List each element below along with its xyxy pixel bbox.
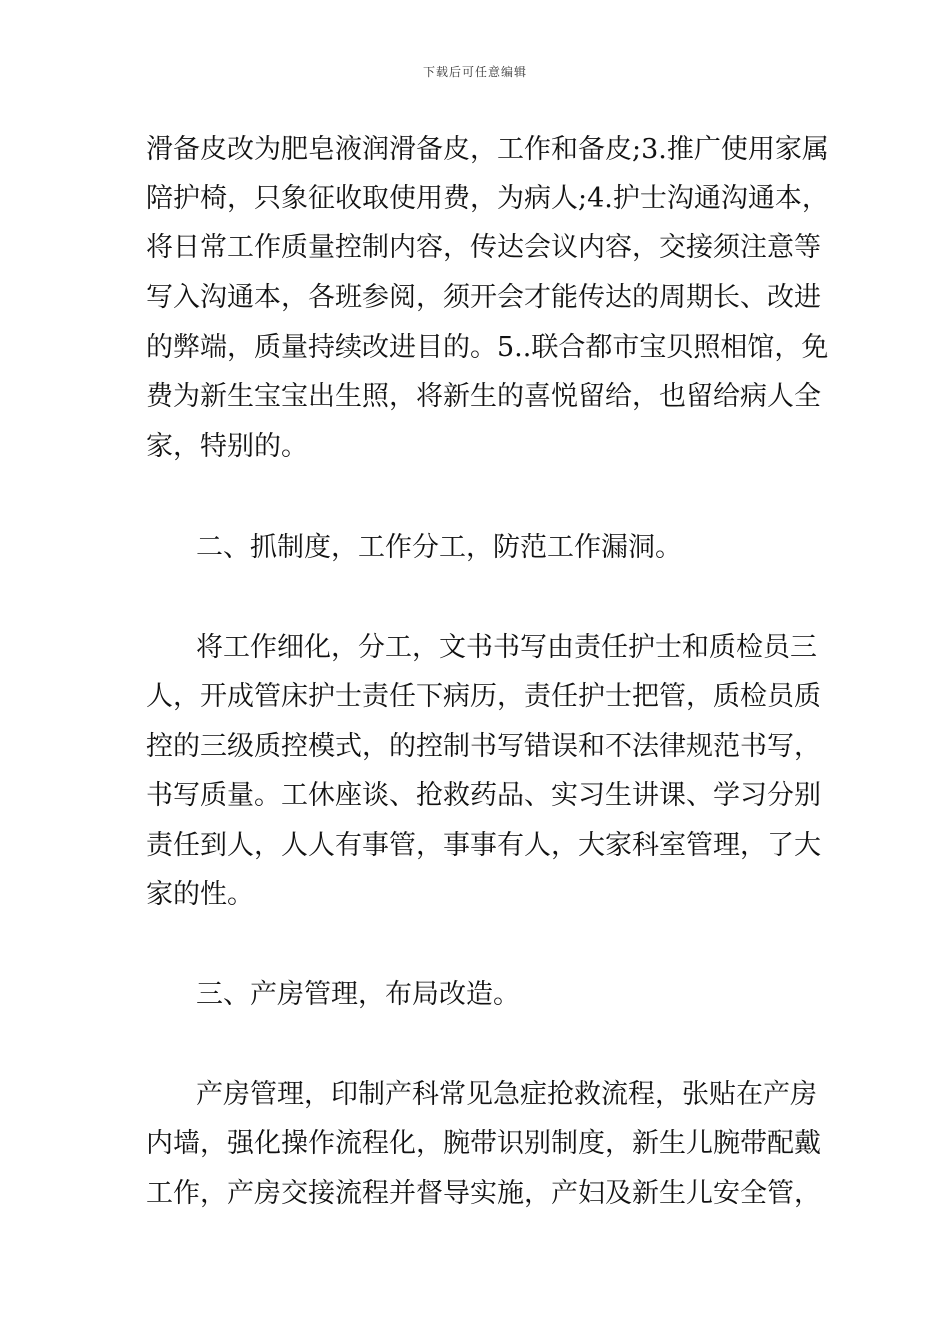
paragraph-1-line: 费为新生宝宝出生照，将新生的喜悦留给，也留给病人全 (146, 381, 821, 412)
paragraph-3-line: 内墙，强化操作流程化，腕带识别制度，新生儿腕带配戴 (146, 1128, 821, 1159)
paragraph-2-line: 责任到人，人人有事管，事事有人，大家科室管理，了大 (146, 830, 821, 861)
paragraph-2-line: 书写质量。工休座谈、抢救药品、实习生讲课、学习分别 (146, 780, 821, 811)
paragraph-2-line: 家的性。 (146, 879, 254, 910)
section-heading-3: 三、产房管理，布局改造。 (196, 979, 520, 1010)
paragraph-1-line: 写入沟通本，各班参阅，须开会才能传达的周期长、改进 (146, 282, 821, 313)
section-heading-2: 二、抓制度，工作分工，防范工作漏洞。 (196, 532, 682, 563)
paragraph-2-line: 控的三级质控模式，的控制书写错误和不法律规范书写， (146, 731, 821, 762)
paragraph-1-line: 的弊端，质量持续改进目的。5..联合都市宝贝照相馆，免 (146, 332, 829, 363)
paragraph-1-line: 家，特别的。 (146, 431, 308, 462)
paragraph-3-line: 产房管理，印制产科常见急症抢救流程，张贴在产房 (196, 1079, 817, 1110)
paragraph-1-line: 陪护椅，只象征收取使用费，为病人;4.护士沟通沟通本， (146, 183, 829, 214)
paragraph-3-line: 工作，产房交接流程并督导实施，产妇及新生儿安全管， (146, 1178, 821, 1209)
paragraph-1-line: 滑备皮改为肥皂液润滑备皮，工作和备皮;3.推广使用家属 (146, 134, 829, 165)
paragraph-2-line: 人，开成管床护士责任下病历，责任护士把管，质检员质 (146, 681, 821, 712)
paragraph-1-line: 将日常工作质量控制内容，传达会议内容，交接须注意等 (146, 232, 821, 263)
page-header: 下载后可任意编辑 (422, 65, 527, 79)
paragraph-2-line: 将工作细化，分工，文书书写由责任护士和质检员三 (196, 632, 817, 663)
